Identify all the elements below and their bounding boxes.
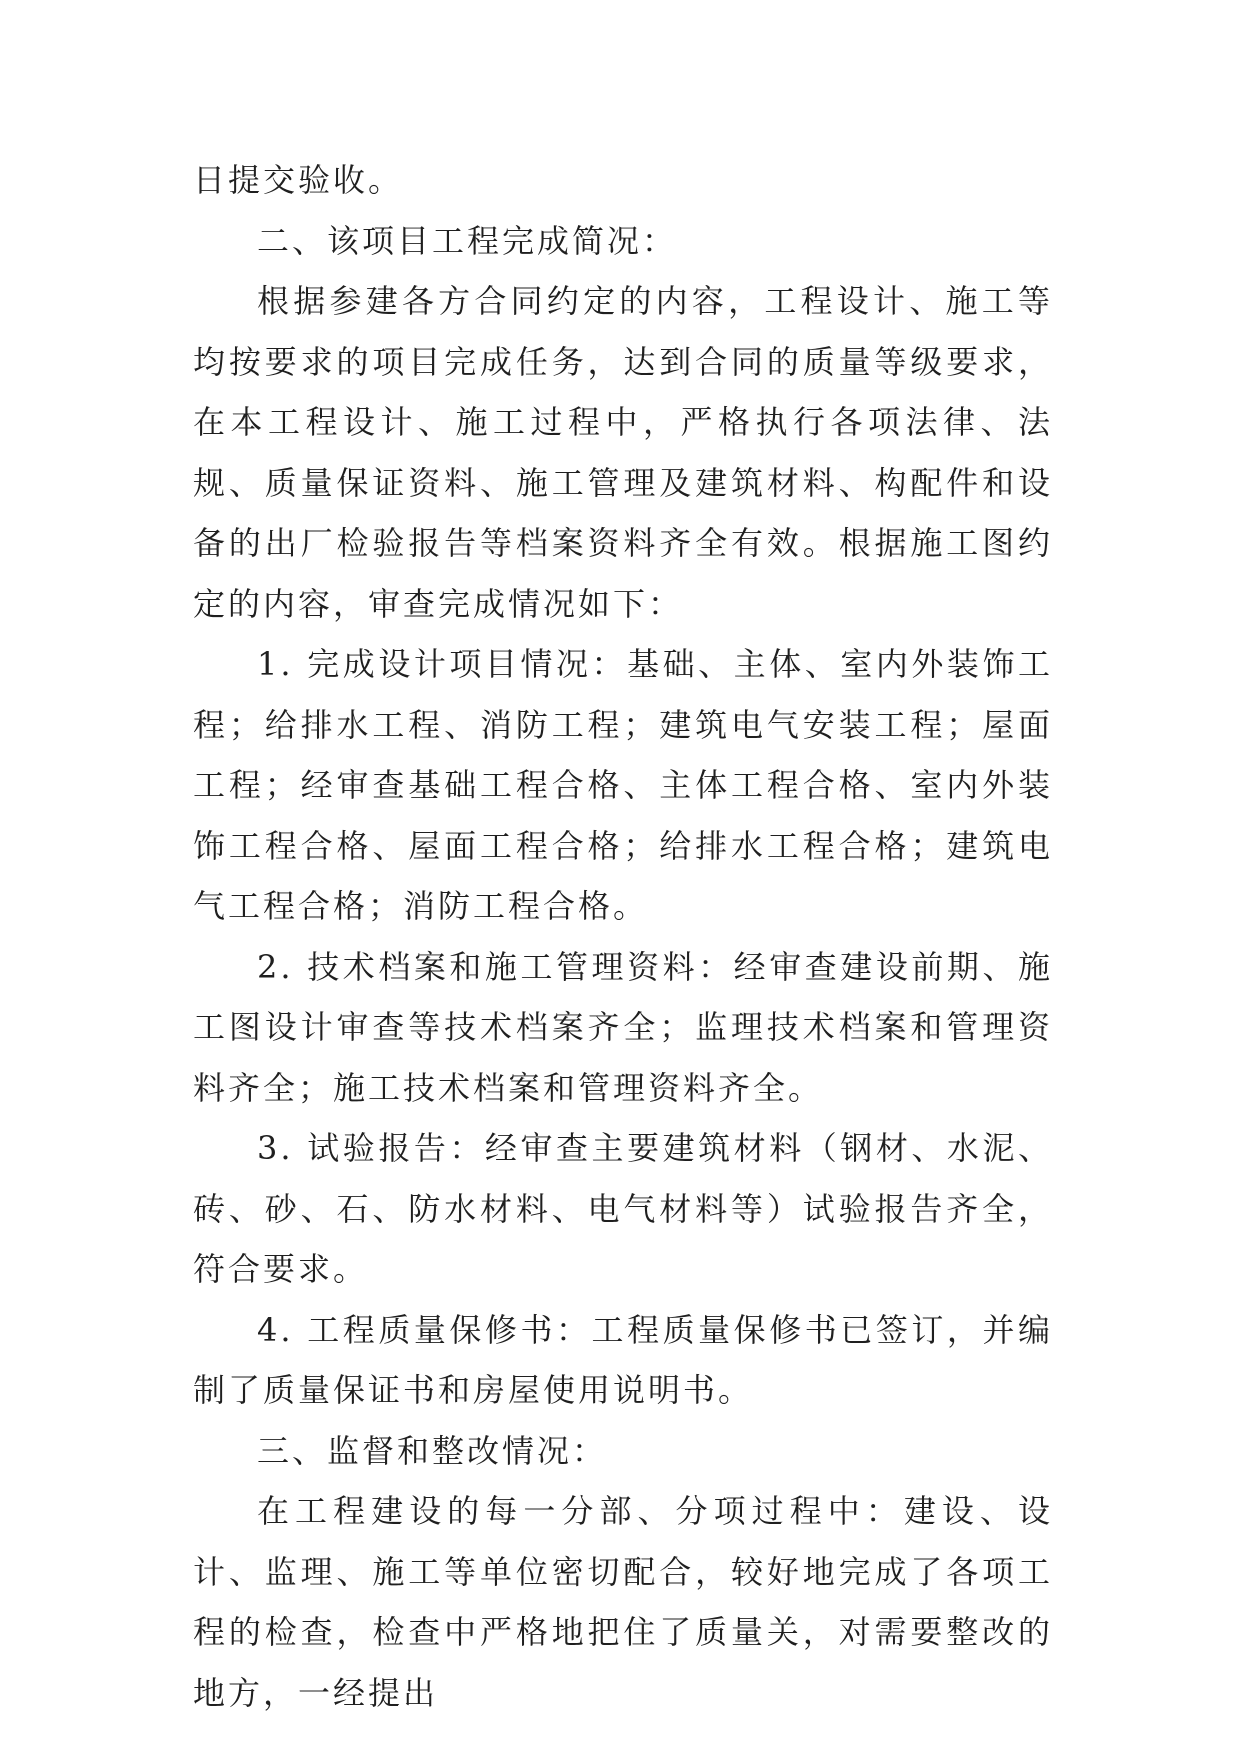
list-item-1: 1. 完成设计项目情况：基础、主体、室内外装饰工程；给排水工程、消防工程；建筑电气安装工程；屋面工程；经审查基础工程合格、主体工程合格、室内外装饰工程合格、屋面工程合格；给排水工程合格；建筑电气工程合格；消防工程合格。 — [193, 645, 1053, 925]
section-heading-2: 二、该项目工程完成简况： — [257, 221, 678, 260]
paragraph-supervision: 在工程建设的每一分部、分项过程中：建设、设计、监理、施工等单位密切配合，较好地完成了各项工程的检查，检查中严格地把住了质量关，对需要整改的地方，一经提出 — [193, 1492, 1053, 1712]
list-item-3: 3. 试验报告：经审查主要建筑材料（钢材、水泥、砖、砂、石、防水材料、电气材料等）试验报告齐全，符合要求。 — [193, 1129, 1053, 1288]
section-heading-3: 三、监督和整改情况： — [257, 1431, 608, 1470]
document-body — [193, 150, 1053, 1723]
paragraph-overview: 根据参建各方合同约定的内容，工程设计、施工等均按要求的项目完成任务，达到合同的质量等级要求，在本工程设计、施工过程中，严格执行各项法律、法规、质量保证资料、施工管理及建筑材料、构配件和设备的出厂检验报告等档案资料齐全有效。根据施工图约定的内容，审查完成情况如下： — [193, 282, 1053, 623]
list-item-4: 4. 工程质量保修书：工程质量保修书已签订，并编制了质量保证书和房屋使用说明书。 — [193, 1310, 1053, 1409]
list-item-2: 2. 技术档案和施工管理资料：经审查建设前期、施工图设计审查等技术档案齐全；监理技术档案和管理资料齐全；施工技术档案和管理资料齐全。 — [193, 947, 1053, 1107]
paragraph-continuation: 日提交验收。 — [193, 161, 404, 199]
